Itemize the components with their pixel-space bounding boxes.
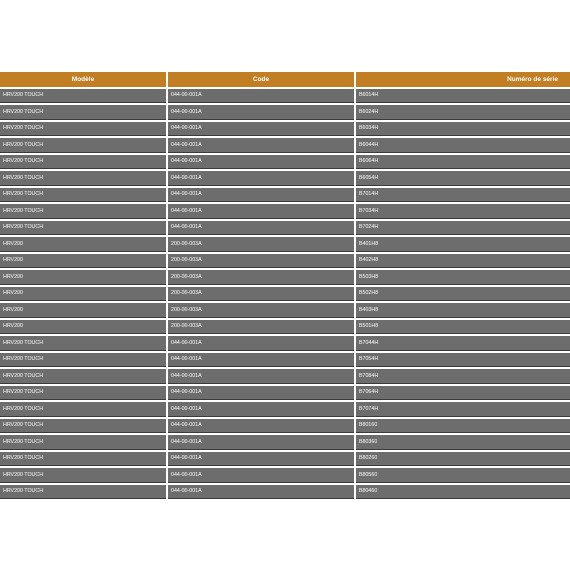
cell-serial-number: B7014H	[356, 188, 570, 203]
table-row	[0, 89, 570, 104]
cell-model: HRV200	[0, 303, 166, 318]
cell-serial-number: B80260	[356, 452, 570, 467]
cell-serial-number: B403H8	[356, 303, 570, 318]
column-header-model: Modèle	[0, 72, 166, 87]
cell-serial-number: B7074H	[356, 402, 570, 417]
cell-serial-number: B7024H	[356, 221, 570, 236]
table-row	[0, 303, 570, 318]
cell-code: 044-00-001A	[168, 138, 354, 153]
cell-code: 044-00-001A	[168, 419, 354, 434]
table-row	[0, 452, 570, 467]
cell-model: HRV200 TOUCH	[0, 171, 166, 186]
cell-code: 200-00-003A	[168, 254, 354, 269]
cell-code: 200-00-003A	[168, 270, 354, 285]
table-row	[0, 369, 570, 384]
cell-model: HRV200 TOUCH	[0, 353, 166, 368]
cell-serial-number: B6034H	[356, 122, 570, 137]
cell-model: HRV200 TOUCH	[0, 155, 166, 170]
table-row	[0, 254, 570, 269]
cell-serial-number: B6014H	[356, 89, 570, 104]
cell-serial-number: B7054H	[356, 353, 570, 368]
cell-serial-number: B6054H	[356, 171, 570, 186]
cell-code: 044-00-001A	[168, 105, 354, 120]
cell-code: 044-00-001A	[168, 468, 354, 483]
table-row	[0, 402, 570, 417]
cell-serial-number: B401H8	[356, 237, 570, 252]
cell-serial-number: B503H8	[356, 270, 570, 285]
cell-model: HRV200 TOUCH	[0, 468, 166, 483]
cell-code: 044-00-001A	[168, 402, 354, 417]
cell-model: HRV200 TOUCH	[0, 221, 166, 236]
cell-code: 044-00-001A	[168, 336, 354, 351]
cell-serial-number: B80460	[356, 485, 570, 500]
table-row	[0, 105, 570, 120]
cell-code: 200-00-003A	[168, 303, 354, 318]
cell-code: 044-00-001A	[168, 221, 354, 236]
cell-model: HRV200 TOUCH	[0, 204, 166, 219]
cell-model: HRV200 TOUCH	[0, 105, 166, 120]
table-row	[0, 336, 570, 351]
cell-model: HRV200	[0, 320, 166, 335]
cell-serial-number: B7084H	[356, 369, 570, 384]
cell-serial-number: B80360	[356, 435, 570, 450]
table-header-row	[0, 72, 570, 87]
cell-serial-number: B502H8	[356, 287, 570, 302]
table-row	[0, 221, 570, 236]
table-row	[0, 419, 570, 434]
table-row	[0, 204, 570, 219]
cell-code: 044-00-001A	[168, 188, 354, 203]
table-row	[0, 435, 570, 450]
table-row	[0, 138, 570, 153]
cell-code: 200-00-003A	[168, 320, 354, 335]
table-row	[0, 468, 570, 483]
cell-model: HRV200 TOUCH	[0, 188, 166, 203]
cell-model: HRV200	[0, 270, 166, 285]
cell-code: 200-00-003A	[168, 287, 354, 302]
cell-serial-number: B7034H	[356, 204, 570, 219]
cell-model: HRV200 TOUCH	[0, 138, 166, 153]
table-row	[0, 353, 570, 368]
cell-serial-number: B6024H	[356, 105, 570, 120]
table-row	[0, 122, 570, 137]
cell-model: HRV200 TOUCH	[0, 419, 166, 434]
column-header-serial-number: Numéro de série	[356, 72, 570, 87]
table-row	[0, 485, 570, 500]
table-body	[0, 89, 570, 500]
cell-serial-number: B80560	[356, 468, 570, 483]
cell-serial-number: B6044H	[356, 138, 570, 153]
cell-code: 044-00-001A	[168, 435, 354, 450]
cell-model: HRV200	[0, 237, 166, 252]
cell-code: 044-00-001A	[168, 485, 354, 500]
cell-code: 044-00-001A	[168, 122, 354, 137]
cell-serial-number: B402H8	[356, 254, 570, 269]
cell-code: 044-00-001A	[168, 89, 354, 104]
cell-code: 044-00-001A	[168, 386, 354, 401]
table-row	[0, 171, 570, 186]
table-row	[0, 270, 570, 285]
cell-model: HRV200 TOUCH	[0, 402, 166, 417]
cell-model: HRV200 TOUCH	[0, 122, 166, 137]
cell-model: HRV200 TOUCH	[0, 485, 166, 500]
cell-model: HRV200 TOUCH	[0, 435, 166, 450]
cell-serial-number: B7044H	[356, 336, 570, 351]
table-row	[0, 188, 570, 203]
cell-model: HRV200 TOUCH	[0, 336, 166, 351]
cell-code: 044-00-001A	[168, 353, 354, 368]
cell-model: HRV200	[0, 254, 166, 269]
cell-serial-number: B501H8	[356, 320, 570, 335]
cell-model: HRV200 TOUCH	[0, 89, 166, 104]
serial-number-table-container	[0, 70, 570, 501]
table-row	[0, 237, 570, 252]
table-row	[0, 155, 570, 170]
cell-model: HRV200 TOUCH	[0, 386, 166, 401]
cell-model: HRV200 TOUCH	[0, 452, 166, 467]
cell-code: 044-00-001A	[168, 204, 354, 219]
cell-code: 044-00-001A	[168, 452, 354, 467]
table-row	[0, 287, 570, 302]
cell-code: 044-00-001A	[168, 171, 354, 186]
column-header-code: Code	[168, 72, 354, 87]
table-row	[0, 320, 570, 335]
cell-serial-number: B7064H	[356, 386, 570, 401]
table-row	[0, 386, 570, 401]
cell-serial-number: B80160	[356, 419, 570, 434]
cell-model: HRV200	[0, 287, 166, 302]
cell-model: HRV200 TOUCH	[0, 369, 166, 384]
cell-code: 044-00-001A	[168, 155, 354, 170]
cell-serial-number: B6064H	[356, 155, 570, 170]
cell-code: 044-00-001A	[168, 369, 354, 384]
cell-code: 200-00-003A	[168, 237, 354, 252]
serial-number-table	[0, 70, 570, 501]
